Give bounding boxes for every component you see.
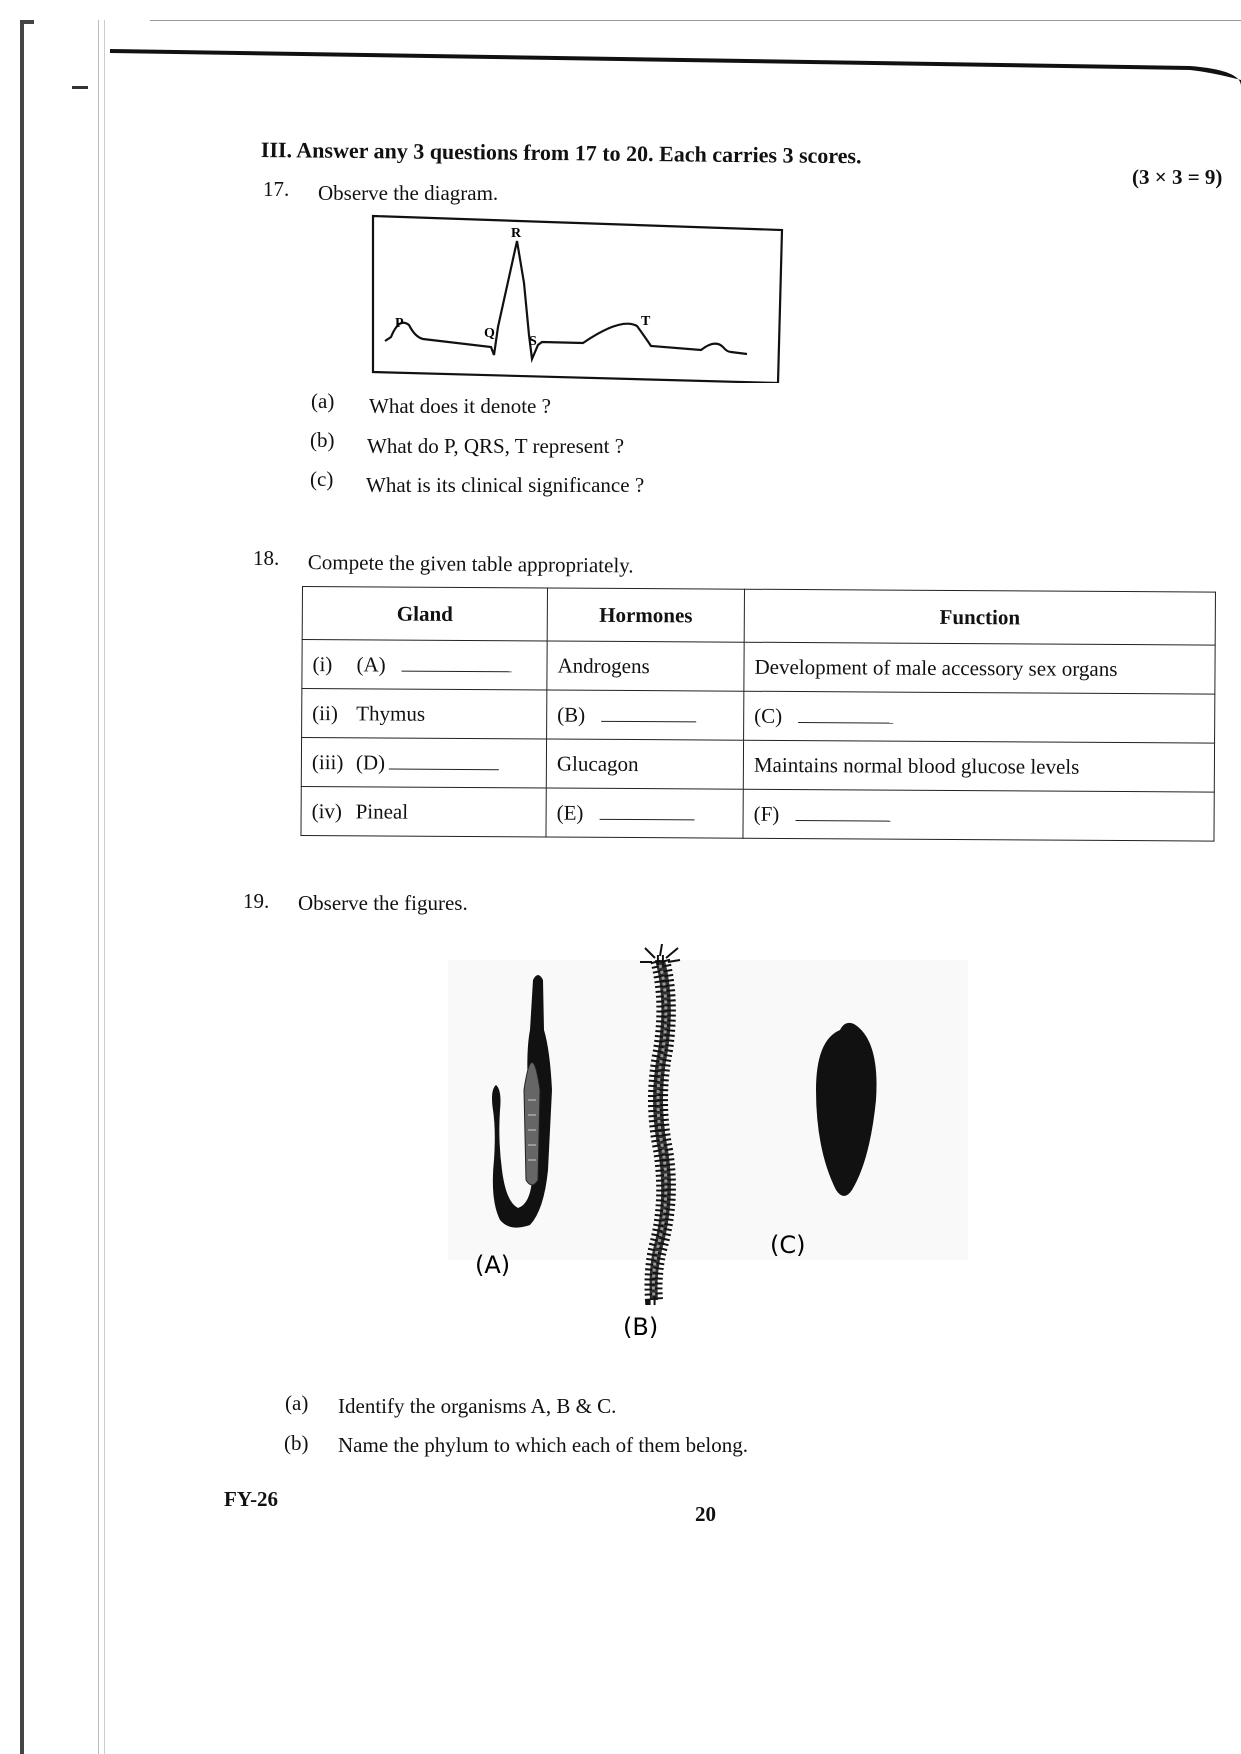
table-cell-function: Development of male accessory sex organs <box>744 642 1215 694</box>
table-cell-hormone: (B) <box>547 690 744 740</box>
table-row <box>302 640 1215 695</box>
q17-text: Observe the diagram. <box>318 181 499 205</box>
top-rule <box>150 20 1241 21</box>
page-number: 20 <box>695 1502 716 1526</box>
table-row <box>301 738 1214 793</box>
answer-blank <box>798 704 893 724</box>
table-cell-function: (C) <box>744 691 1215 743</box>
page-corner-mark-top <box>20 20 34 24</box>
paper-code: FY-26 <box>224 1487 279 1511</box>
table-row <box>301 786 1214 841</box>
q19-part-a-label: (a) <box>285 1391 309 1415</box>
section-heading: III. Answer any 3 questions from 17 to 20. Each carries 3 scores. <box>260 137 862 169</box>
ecg-label-q: Q <box>484 326 495 341</box>
answer-blank <box>389 750 499 770</box>
section-marks: (3 × 3 = 9) <box>1132 165 1223 189</box>
table-header-gland: Gland <box>302 587 547 641</box>
table-cell-hormone: (E) <box>546 788 743 838</box>
page-corner-mark <box>20 20 24 1754</box>
gland-table <box>300 586 1216 842</box>
ecg-label-r: R <box>511 226 522 241</box>
table-row <box>302 689 1215 744</box>
thick-header-rule <box>110 40 1241 90</box>
figure-label-c: (C) <box>770 1231 806 1259</box>
answer-blank <box>601 702 696 722</box>
q19-text: Observe the figures. <box>298 891 468 915</box>
q18-text: Compete the given table appropriately. <box>307 550 634 578</box>
ecg-trace <box>385 241 747 359</box>
table-cell-gland: (ii) Thymus <box>302 689 547 739</box>
table-cell-gland: (iii) (D) <box>301 738 546 788</box>
table-cell-gland: (i) (A) <box>302 640 547 690</box>
q18-number: 18. <box>253 546 280 570</box>
table-cell-hormone: Androgens <box>547 641 744 691</box>
table-cell-function: Maintains normal blood glucose levels <box>743 740 1214 792</box>
ecg-label-t: T <box>641 314 651 329</box>
ecg-diagram <box>371 213 785 383</box>
q17-number: 17. <box>263 177 290 201</box>
table-header-row <box>302 587 1215 646</box>
ecg-label-p: P <box>395 316 404 331</box>
answer-blank <box>795 802 890 822</box>
q19-part-b-label: (b) <box>284 1431 309 1455</box>
q17-part-c-text: What is its clinical significance ? <box>366 473 645 497</box>
q17-part-c-label: (c) <box>310 467 334 491</box>
q17-part-b-label: (b) <box>310 428 335 452</box>
table-header-hormones: Hormones <box>547 588 744 642</box>
margin-line-inner <box>104 20 105 1754</box>
q19-part-b-text: Name the phylum to which each of them belong. <box>338 1433 748 1457</box>
q17-part-a-text: What does it denote ? <box>369 394 551 418</box>
q17-part-b-text: What do P, QRS, T represent ? <box>367 434 625 458</box>
figure-label-b: (B) <box>623 1313 659 1341</box>
q19-number: 19. <box>243 889 270 913</box>
q19-part-a-text: Identify the organisms A, B & C. <box>338 1394 617 1418</box>
figure-label-a: (A) <box>475 1251 511 1279</box>
organism-figures <box>440 940 980 1360</box>
table-cell-gland: (iv) Pineal <box>301 786 546 836</box>
answer-blank <box>402 652 512 672</box>
table-cell-function: (F) <box>743 789 1214 841</box>
ecg-frame <box>373 216 782 383</box>
table-cell-hormone: Glucagon <box>546 739 743 789</box>
answer-blank <box>599 800 694 820</box>
margin-dash <box>72 86 88 89</box>
table-header-function: Function <box>744 589 1215 645</box>
ecg-label-s: S <box>529 334 537 349</box>
q17-part-a-label: (a) <box>311 389 335 413</box>
margin-line <box>98 20 99 1754</box>
